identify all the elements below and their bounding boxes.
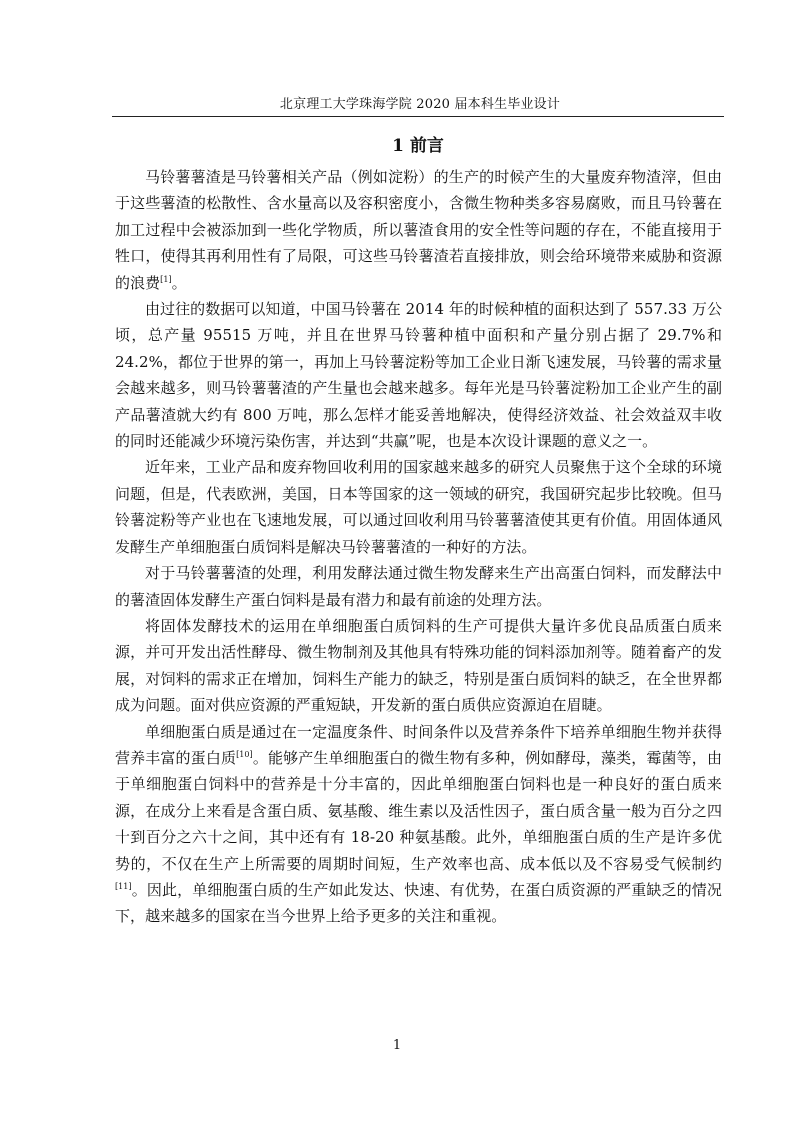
paragraph-text: 由过往的数据可以知道，中国马铃薯在 2014 年的时候种植的面积达到了 557.33 万公顷，总产量 95515 万吨，并且在世界马铃薯种植中面积和产量分别占据了 29.7%和24.2%，都位于世界的第一，再加上马铃薯淀粉等加工企业日渐飞速发展，马铃薯的需求量会越来越多，则马铃薯薯渣的产生量也会越来越多。每年光是马铃薯淀粉加工企业产生的副产品薯渣就大约有 800 万吨，那么怎样才能妥善地解决，使得经济效益、社会效益双丰收的同时还能减少环境污染伤害，并达到“共赢”呢，也是本次设计课题的意义之一。: [115, 300, 722, 451]
paragraph-text: 对于马铃薯薯渣的处理，利用发酵法通过微生物发酵来生产出高蛋白饲料，而发酵法中的薯渣固体发酵生产蛋白饲料是最有潜力和最有前途的处理方法。: [115, 564, 722, 609]
paragraph-text: 单细胞蛋白质是通过在一定温度条件、时间条件以及营养条件下培养单细胞生物并获得营养丰富的蛋白质: [115, 722, 722, 767]
paragraph-text: 近年来，工业产品和废弃物回收利用的国家越来越多的研究人员聚焦于这个全球的环境问题，但是，代表欧洲，美国，日本等国家的这一领域的研究，我国研究起步比较晚。但马铃薯淀粉等产业也在飞速地发展，可以通过回收利用马铃薯薯渣使其更有价值。用固体通风发酵生产单细胞蛋白质饲料是解决马铃薯薯渣的一种好的方法。: [115, 458, 722, 556]
citation: [1]: [160, 274, 172, 284]
section-title: 1 前言: [392, 136, 444, 156]
paragraph: [115, 560, 722, 613]
paragraph-text: 。: [171, 273, 187, 292]
running-header: 北京理工大学珠海学院 2020 届本科生毕业设计: [279, 97, 561, 112]
paragraph: [115, 613, 722, 719]
paragraph: [115, 454, 722, 560]
paragraph-text: 。能够产生单细胞蛋白的微生物有多种，例如酵母，藻类，霉菌等，由于单细胞蛋白饲料中的营养是十分丰富的，因此单细胞蛋白饲料也是一种良好的蛋白质来源，在成分上来看是含蛋白质、氨基酸、维生素以及活性因子，蛋白质含量一般为百分之四十到百分之六十之间，其中还有有 18-20 种氨基酸。此外，单细胞蛋白质的生产是许多优势的，不仅在生产上所需要的周期时间短，生产效率也高、成本低以及不容易受气候制约: [115, 748, 722, 873]
paragraph: [115, 719, 722, 930]
page-number: 1: [392, 1038, 402, 1053]
header-divider: [112, 116, 724, 117]
paragraph-text: 将固体发酵技术的运用在单细胞蛋白质饲料的生产可提供大量许多优良品质蛋白质来源，并可开发出活性酵母、微生物制剂及其他具有特殊功能的饲料添加剂等。随着畜产的发展，对饲料的需求正在增加，饲料生产能力的缺乏，特别是蛋白质饲料的缺乏，在全世界都成为问题。面对供应资源的严重短缺，开发新的蛋白质供应资源迫在眉睫。: [115, 616, 722, 715]
paragraph-text: 马铃薯薯渣是马铃薯相关产品（例如淀粉）的生产的时候产生的大量废弃物渣滓，但由于这些薯渣的松散性、含水量高以及容积密度小，含微生物种类多容易腐败，而且马铃薯在加工过程中会被添加到一些化学物质，所以薯渣食用的安全性等问题的存在，不能直接用于牲口，使得其再利用性有了局限，可这些马铃薯渣若直接排放，则会给环境带来威胁和资源的浪费: [115, 168, 722, 292]
body-text: [115, 164, 722, 930]
paragraph: [115, 296, 722, 454]
paragraph-text: 。因此，单细胞蛋白质的生产如此发达、快速、有优势，在蛋白质资源的严重缺乏的情况下，越来越多的国家在当今世界上给予更多的关注和重视。: [115, 880, 722, 926]
paragraph: [115, 164, 722, 296]
citation: [10]: [236, 749, 253, 759]
citation: [11]: [115, 881, 132, 891]
